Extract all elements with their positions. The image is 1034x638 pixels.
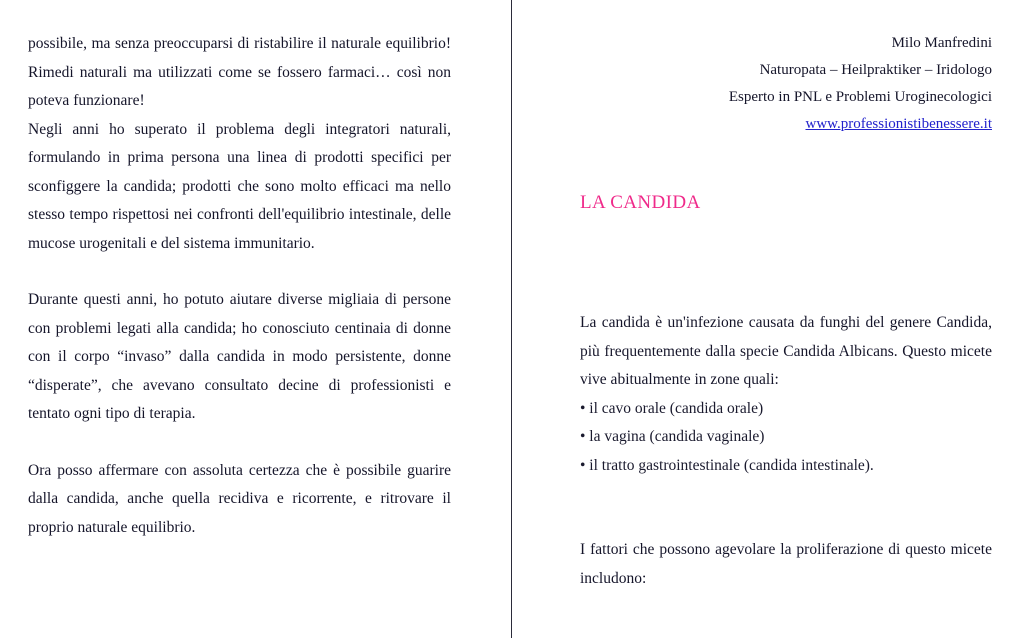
paragraph: Negli anni ho superato il problema degli integratori naturali, formulando in prima persona una linea di prodotti specifici per sconfiggere la candida; prodotti che sono molto efficaci ma nello stesso tempo rispettosi nei confronti dell'equilibrio intestinale, delle mucose urogenitali e del sistema immunitario. xyxy=(28,120,451,252)
author-header xyxy=(580,30,992,138)
author-expertise: Esperto in PNL e Problemi Uroginecologici xyxy=(728,89,992,105)
intro-paragraph: La candida è un'infezione causata da funghi del genere Candida, più frequentemente dalla specie Candida Albicans. Questo micete vive abitualmente in zone quali: xyxy=(580,314,992,388)
closing-paragraph: I fattori che possono agevolare la proliferazione di questo micete includono: xyxy=(580,541,992,587)
paragraph: Durante questi anni, ho potuto aiutare diverse migliaia di persone con problemi legati alla candida; ho conosciuto centinaia di donne con il corpo “invaso” dalla candida in modo persistente, donne “disperate”, che avevano consultato decine di professionisti e tentato ogni tipo di terapia. xyxy=(28,291,451,422)
list-item: • il tratto gastrointestinale (candida intestinale). xyxy=(580,456,874,474)
paragraph: possibile, ma senza preoccuparsi di ristabilire il naturale equilibrio! Rimedi naturali ma utilizzati come se fossero farmaci… così non poteva funzionare! xyxy=(28,35,451,109)
right-page xyxy=(512,0,1034,638)
author-roles: Naturopata – Heilpraktiker – Iridologo xyxy=(759,62,992,78)
author-website-link[interactable]: www.professionistibenessere.it xyxy=(805,116,992,132)
page-title: LA CANDIDA xyxy=(580,192,701,213)
right-page-body xyxy=(580,309,992,593)
author-name: Milo Manfredini xyxy=(891,35,992,51)
candida-locations-list xyxy=(580,395,992,481)
list-item: • la vagina (candida vaginale) xyxy=(580,428,765,445)
paragraph: Ora posso affermare con assoluta certezza che è possibile guarire dalla candida, anche quella recidiva e ricorrente, e ritrovare il proprio naturale equilibrio. xyxy=(28,461,451,536)
left-page xyxy=(0,0,511,638)
paragraph-spacer xyxy=(580,480,992,536)
list-item: • il cavo orale (candida orale) xyxy=(580,399,764,417)
